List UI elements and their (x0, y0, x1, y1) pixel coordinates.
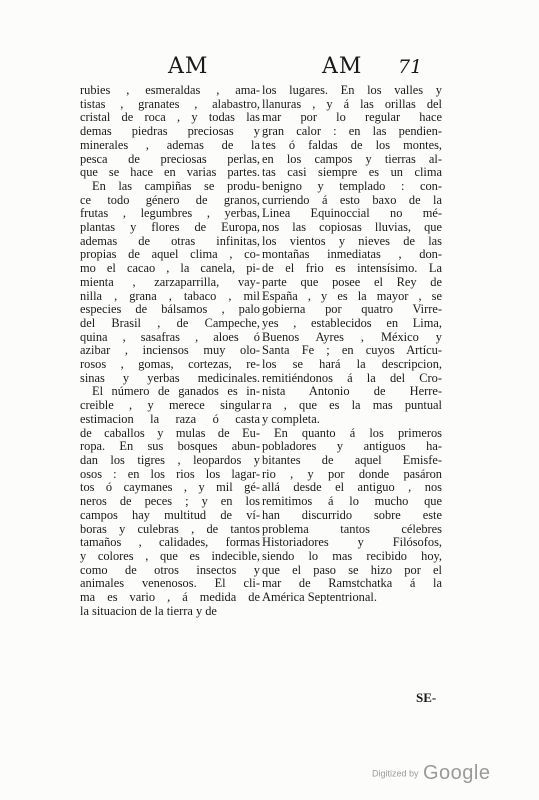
watermark-brand: Google (422, 762, 491, 784)
text-line: neros de peces ; y en los (80, 495, 260, 509)
text-line: bitantes de aquel Emisfe- (262, 453, 442, 467)
text-line: pesca de preciosas perlas, (80, 152, 260, 166)
text-line: pobladores y antiguos ha- (262, 440, 442, 454)
text-line: ma es vario , á medida de (80, 591, 260, 605)
text-line: especies de bálsamos , palo (80, 303, 260, 317)
text-line: creible , y merece singular (80, 399, 260, 413)
text-line: tes ó faldas de los montes, (262, 138, 442, 152)
text-line: que el paso se hizo por el (262, 563, 442, 577)
text-line: mienta , zarzaparrilla, vay- (80, 275, 260, 289)
text-line: los lugares. En los valles y (262, 84, 442, 97)
text-line: ropa. En sus bosques abun- (80, 440, 260, 454)
text-line: los vientos y nieves de las (262, 234, 442, 248)
text-line: tistas , granates , alabastro, (80, 97, 260, 111)
header-right-word: AM (322, 54, 363, 79)
text-line: y colores , que es indecible, (80, 549, 260, 563)
text-line: Historiadores y Filósofos, (262, 536, 442, 550)
text-line: Linea Equinoccial no mé- (262, 207, 442, 221)
text-line: montañas inmediatas , don- (262, 248, 442, 262)
text-line: animales venenosos. El cli- (80, 577, 260, 591)
text-line: tos ó caymanes , y mil gé- (80, 481, 260, 495)
text-line: nos las copiosas lluvias, que (262, 221, 442, 235)
text-line: mo el cacao , la canela, pi- (80, 262, 260, 276)
text-line: benigno y templado : con- (262, 179, 442, 193)
text-line: sinas y yerbas medicinales. (80, 371, 260, 385)
text-line: remitimos á lo mucho que (262, 495, 442, 509)
text-line: América Septentrional. (262, 591, 377, 605)
text-line: han discurrido sobre este (262, 508, 442, 522)
text-line: campos hay multitud de ví- (80, 508, 260, 522)
text-line: tas casi siempre es un clima (262, 166, 442, 180)
right-text-column (262, 84, 442, 605)
text-line: rosos , gomas, cortezas, re- (80, 358, 260, 372)
text-line: la situacion de la tierra y de (80, 604, 217, 618)
text-line: siendo lo mas recibido hoy, (262, 549, 442, 563)
text-line: frutas , legumbres , yerbas, (80, 207, 260, 221)
text-line: propias de aquel clima , co- (80, 248, 260, 262)
catchword: SE- (416, 690, 437, 705)
running-header (0, 54, 539, 84)
text-line: ra , que es la mas puntual (262, 399, 442, 413)
text-line: Santa Fe ; en cuyos Artícu- (262, 344, 442, 358)
digitized-watermark (372, 762, 490, 785)
text-line: plantas y flores de Europa, (80, 221, 260, 235)
text-line: Buenos Ayres , México y (262, 330, 442, 344)
header-left-word: AM (168, 54, 209, 79)
text-line: ademas de otras infinitas, (80, 234, 260, 248)
text-line: curriendo á esto baxo de la (262, 193, 442, 207)
text-line: tamaños , calidades, formas (80, 536, 260, 550)
text-line: yes , establecidos en Lima, (262, 316, 442, 330)
text-line: mar por lo regular hace (262, 111, 442, 125)
watermark-prefix: Digitized by (372, 768, 419, 779)
left-text-column (80, 84, 260, 618)
text-line: que se hace en varias partes. (80, 166, 260, 180)
text-line: demas piedras preciosas y (80, 125, 260, 139)
text-line: azibar , inciensos muy olo- (80, 344, 260, 358)
text-line: los se hará la descripcion, (262, 358, 442, 372)
text-line: España , y es la mayor , se (262, 289, 442, 303)
text-line: parte que posee el Rey de (262, 275, 442, 289)
text-line: problema tantos célebres (262, 522, 442, 536)
text-line: boras y culebras , de tantos (80, 522, 260, 536)
text-line: ce todo género de granos, (80, 193, 260, 207)
text-line: estimacion la raza ó casta (80, 412, 260, 426)
text-line: en los campos y tierras al- (262, 152, 442, 166)
text-line: del Brasil , de Campeche, (80, 316, 260, 330)
text-line: llanuras , y á las orillas del (262, 97, 442, 111)
text-line: minerales , ademas de la (80, 138, 260, 152)
text-line: allá desde el antiguo , nos (262, 481, 442, 495)
text-line: remitiéndonos á la del Cro- (262, 371, 442, 385)
text-line: En las campiñas se produ- (92, 179, 260, 193)
text-line: mar de Ramstchatka á la (262, 577, 442, 591)
text-line: nilla , grana , tabaco , mil (80, 289, 260, 303)
text-line: de el frio es intensísimo. La (262, 262, 442, 276)
text-line: de caballos y mulas de Eu- (80, 426, 260, 440)
text-line: dan los tigres , leopardos y (80, 453, 260, 467)
text-line: osos : en los rios los lagar- (80, 467, 260, 481)
text-line: En quanto á los primeros (274, 426, 442, 440)
text-line: gran calor : en las pendien- (262, 125, 442, 139)
text-line: cristal de roca , y todas las (80, 111, 260, 125)
text-line: rio , y por donde pasáron (262, 467, 442, 481)
text-line: y completa. (262, 412, 320, 426)
text-line: como de otros insectos y (80, 563, 260, 577)
text-line: gobierna por quatro Virre- (262, 303, 442, 317)
text-line: rubies , esmeraldas , ama- (80, 84, 260, 97)
text-line: El número de ganados es in- (92, 385, 260, 399)
page-number: 71 (398, 56, 423, 78)
text-line: quina , sasafras , aloes ó (80, 330, 260, 344)
text-line: nista Antonio de Herre- (262, 385, 442, 399)
